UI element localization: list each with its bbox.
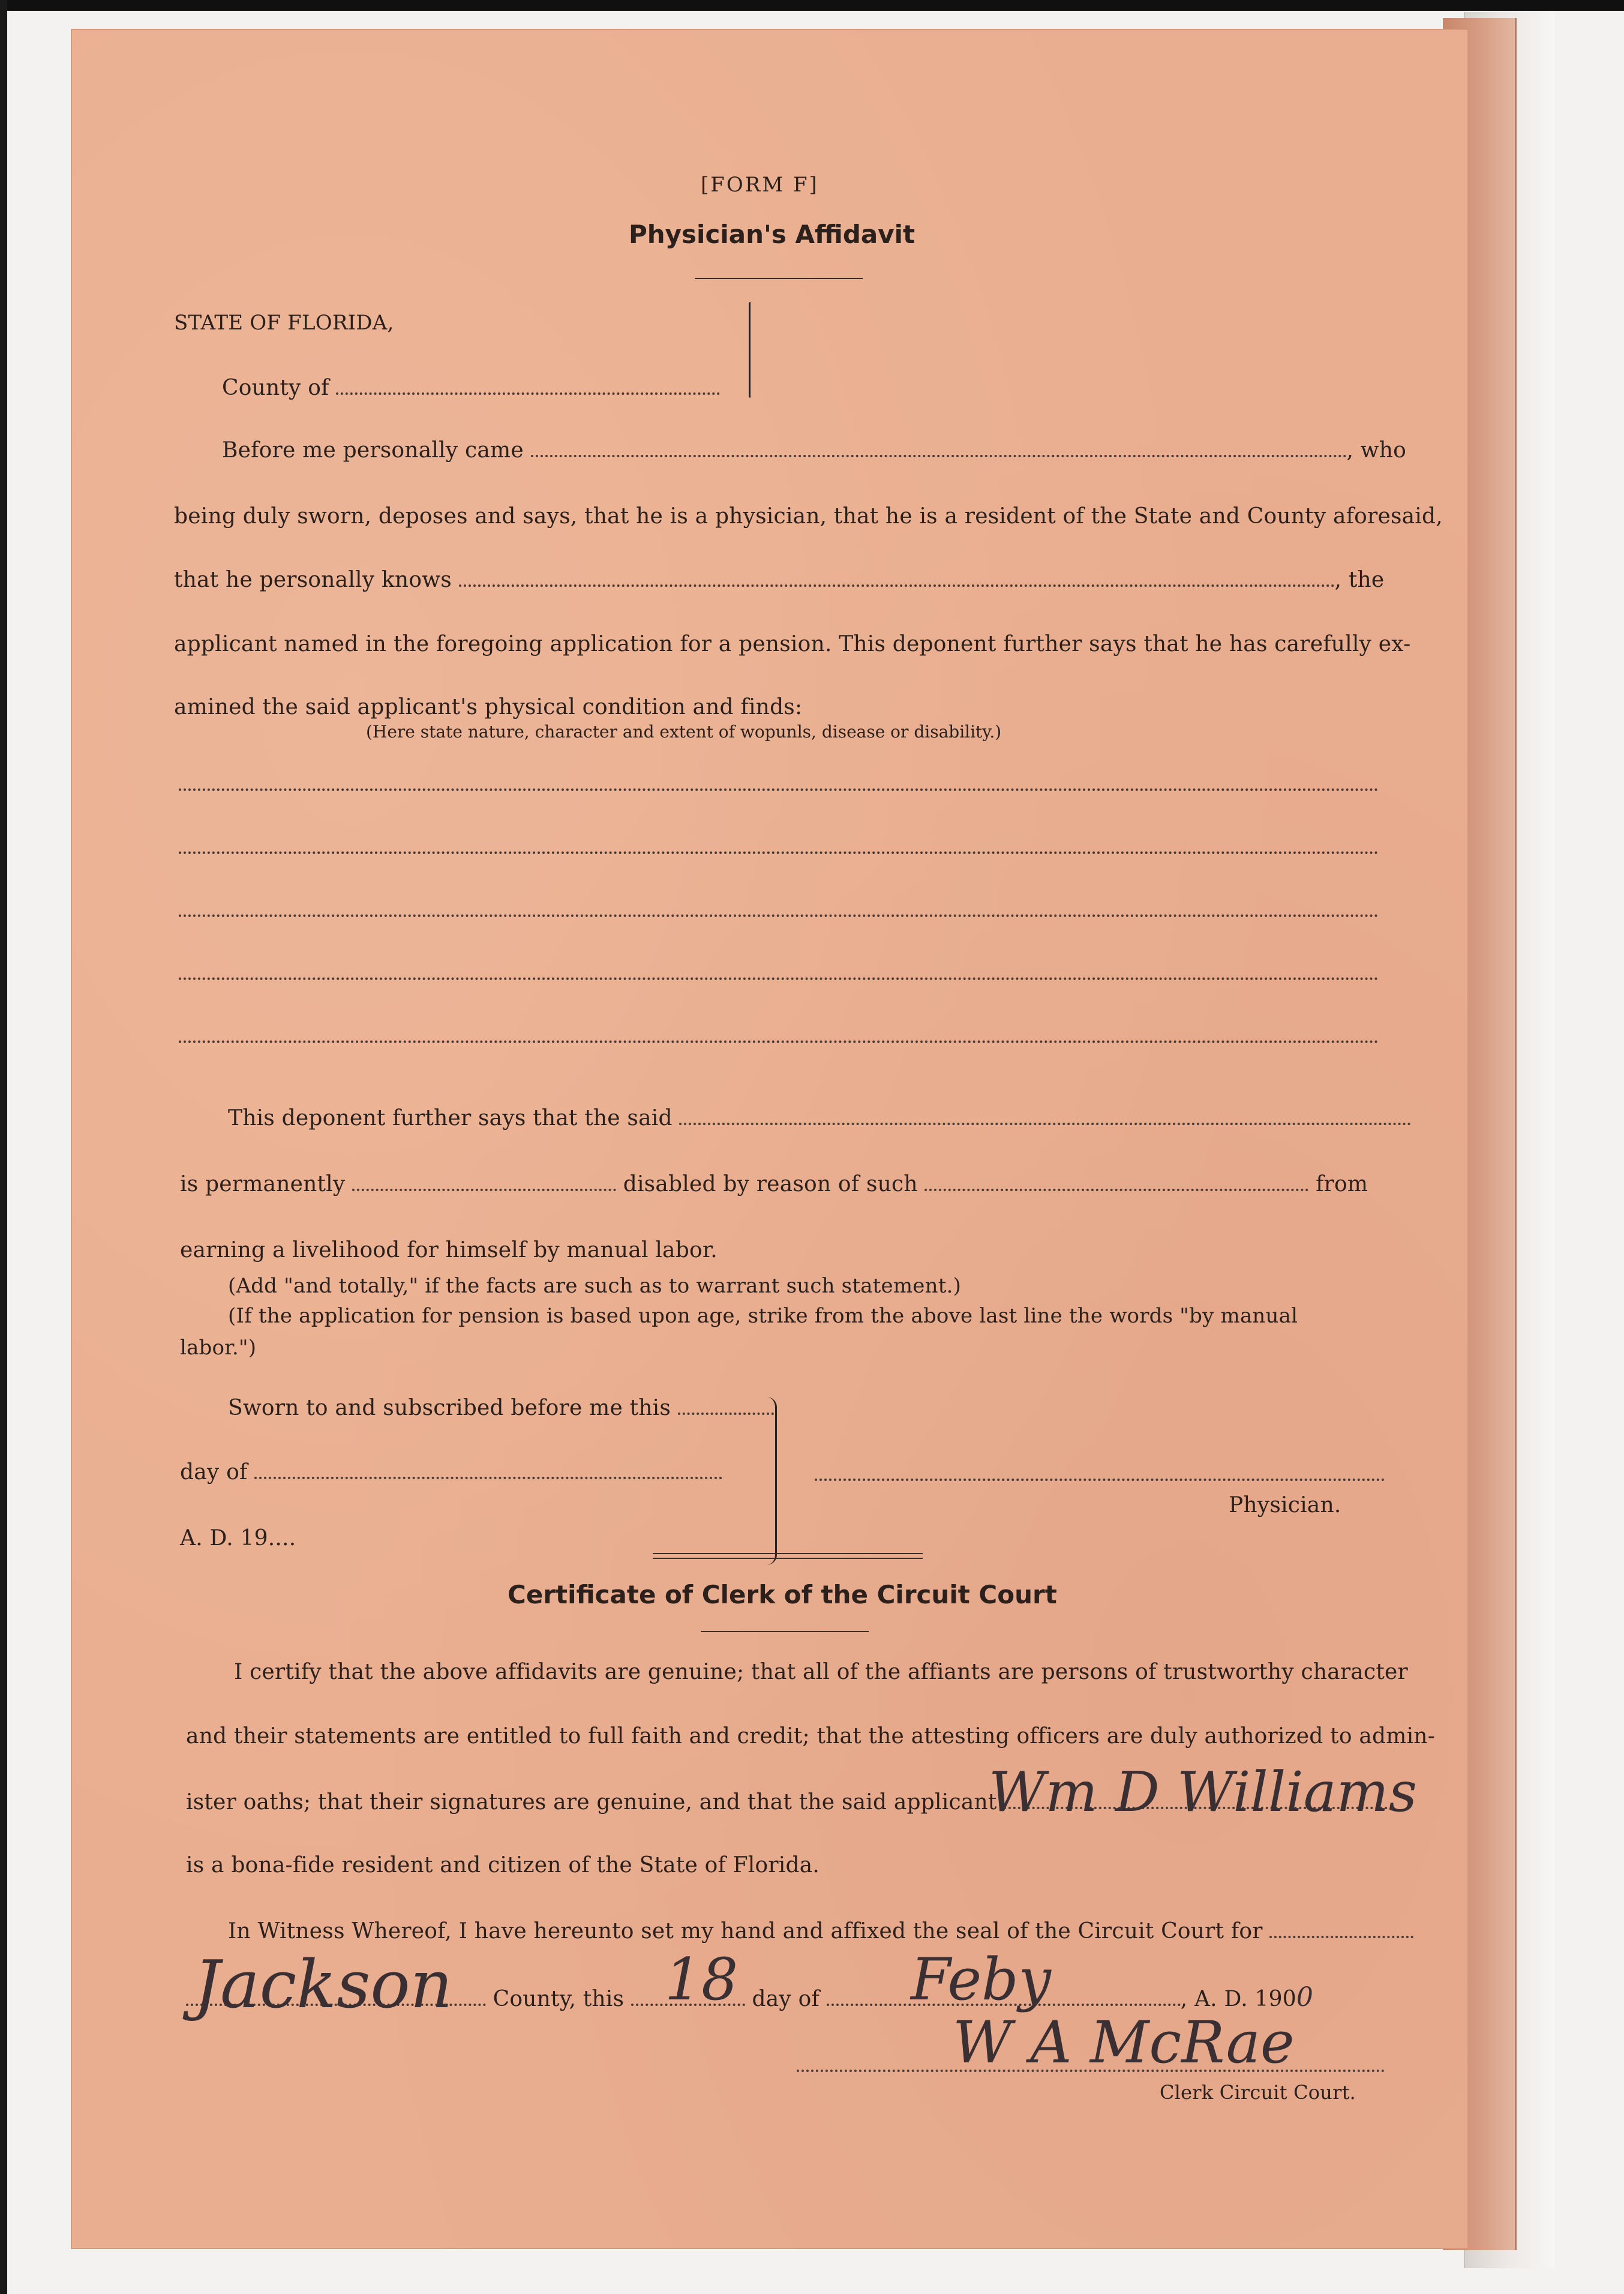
ad-1900-label: , A. D. 190 (1180, 1987, 1296, 2011)
title-rule (695, 278, 863, 279)
cert-line-2: and their statements are entitled to full faith and credit; that the attesting officers are duly authorized to admin- (186, 1724, 1436, 1749)
applicant-line: applicant named in the foregoing application for a pension. This deponent further says that he has carefully ex- (174, 632, 1411, 656)
year-handwriting: 0 (1296, 1982, 1314, 2013)
day-of-line (180, 1460, 722, 1485)
further-says-line (228, 1106, 1411, 1130)
sworn-day-blank (678, 1413, 774, 1415)
witness-line (228, 1919, 1413, 1944)
disabled-by-label: disabled by reason of such (623, 1172, 918, 1197)
clerk-label: Clerk Circuit Court. (1160, 2081, 1356, 2104)
name-blank (531, 455, 1347, 457)
month-handwriting: Feby (911, 1946, 1051, 2013)
sworn-label: Sworn to and subscribed before me this (228, 1396, 671, 1420)
state-label: STATE OF FLORIDA, (174, 311, 394, 335)
state-brace (749, 302, 751, 398)
findings-blank-1 (179, 782, 1379, 793)
certificate-rule (701, 1631, 869, 1632)
further-says-label: This deponent further says that the said (228, 1106, 673, 1130)
section-double-rule-top (653, 1553, 923, 1554)
day-of2-label: day of (752, 1987, 820, 2011)
nature-note: (Here state nature, character and extent of wopunls, disease or disability.) (366, 722, 1002, 742)
scan-left-border (0, 0, 7, 2294)
permanently-line (180, 1172, 1368, 1197)
cert-line-4: is a bona-fide resident and citizen of the State of Florida. (186, 1853, 820, 1878)
applicant-name-handwriting: Wm D Williams (989, 1760, 1417, 1824)
age-note-end: labor.") (180, 1336, 257, 1360)
applicant-blank (459, 584, 1335, 587)
said-blank (679, 1123, 1411, 1125)
sworn-before-line (228, 1396, 774, 1420)
witness-text: In Witness Whereof, I have hereunto set my hand and affixed the seal of the Circuit Court for (228, 1919, 1263, 1944)
the-label: , the (1334, 568, 1385, 592)
scan-top-border (0, 0, 1624, 11)
affidavit-document (71, 29, 1469, 2249)
permanently-label: is permanently (180, 1172, 346, 1197)
knows-line (174, 568, 1384, 592)
findings-blank-3 (179, 908, 1379, 919)
clerk-signature: W A McRae (953, 2009, 1295, 2076)
earning-line: earning a livelihood for himself by manual labor. (180, 1238, 718, 1263)
physician-label: Physician. (1229, 1493, 1341, 1518)
before-me-label: Before me personally came (222, 438, 524, 463)
cert-line-1: I certify that the above affidavits are genuine; that all of the affiants are persons of trustworthy character (234, 1660, 1408, 1684)
examined-line: amined the said applicant's physical condition and finds: (174, 695, 803, 719)
sworn-line: being duly sworn, deposes and says, that he is a physician, that he is a resident of the State and County aforesaid, (174, 504, 1443, 529)
cause-blank (924, 1189, 1308, 1191)
document-title: Physician's Affidavit (629, 220, 915, 249)
jurat-brace (767, 1397, 777, 1565)
findings-blank-4 (179, 971, 1379, 982)
county-handwriting: Jackson (194, 1946, 453, 2023)
before-me-line (222, 438, 1406, 463)
cert-line-3-text: ister oaths; that their signatures are genuine, and that the said applicant (186, 1790, 997, 1815)
who-label: , who (1346, 438, 1407, 463)
totally-note: (Add "and totally," if the facts are such as to warrant such statement.) (228, 1274, 962, 1298)
county-line (222, 376, 720, 400)
court-blank (1269, 1936, 1413, 1938)
age-note: (If the application for pension is based upon age, strike from the above last line the words "by manual (228, 1304, 1298, 1328)
knows-label: that he personally knows (174, 568, 452, 592)
physician-signature-blank (815, 1472, 1385, 1483)
day-handwriting: 18 (665, 1946, 739, 2013)
month-blank (254, 1477, 722, 1479)
day-of-label: day of (180, 1460, 248, 1485)
county-blank (336, 392, 720, 395)
county-label: County of (222, 376, 329, 400)
form-label: [FORM F] (701, 173, 819, 197)
degree-blank (352, 1189, 616, 1191)
from-label: from (1316, 1172, 1368, 1197)
section-double-rule-bottom (653, 1558, 923, 1559)
findings-blank-2 (179, 845, 1379, 856)
ad-19-label: A. D. 19.... (180, 1526, 296, 1551)
county-this-label: County, this (493, 1987, 625, 2011)
findings-blank-5 (179, 1034, 1379, 1045)
certificate-title: Certificate of Clerk of the Circuit Court (508, 1580, 1057, 1609)
